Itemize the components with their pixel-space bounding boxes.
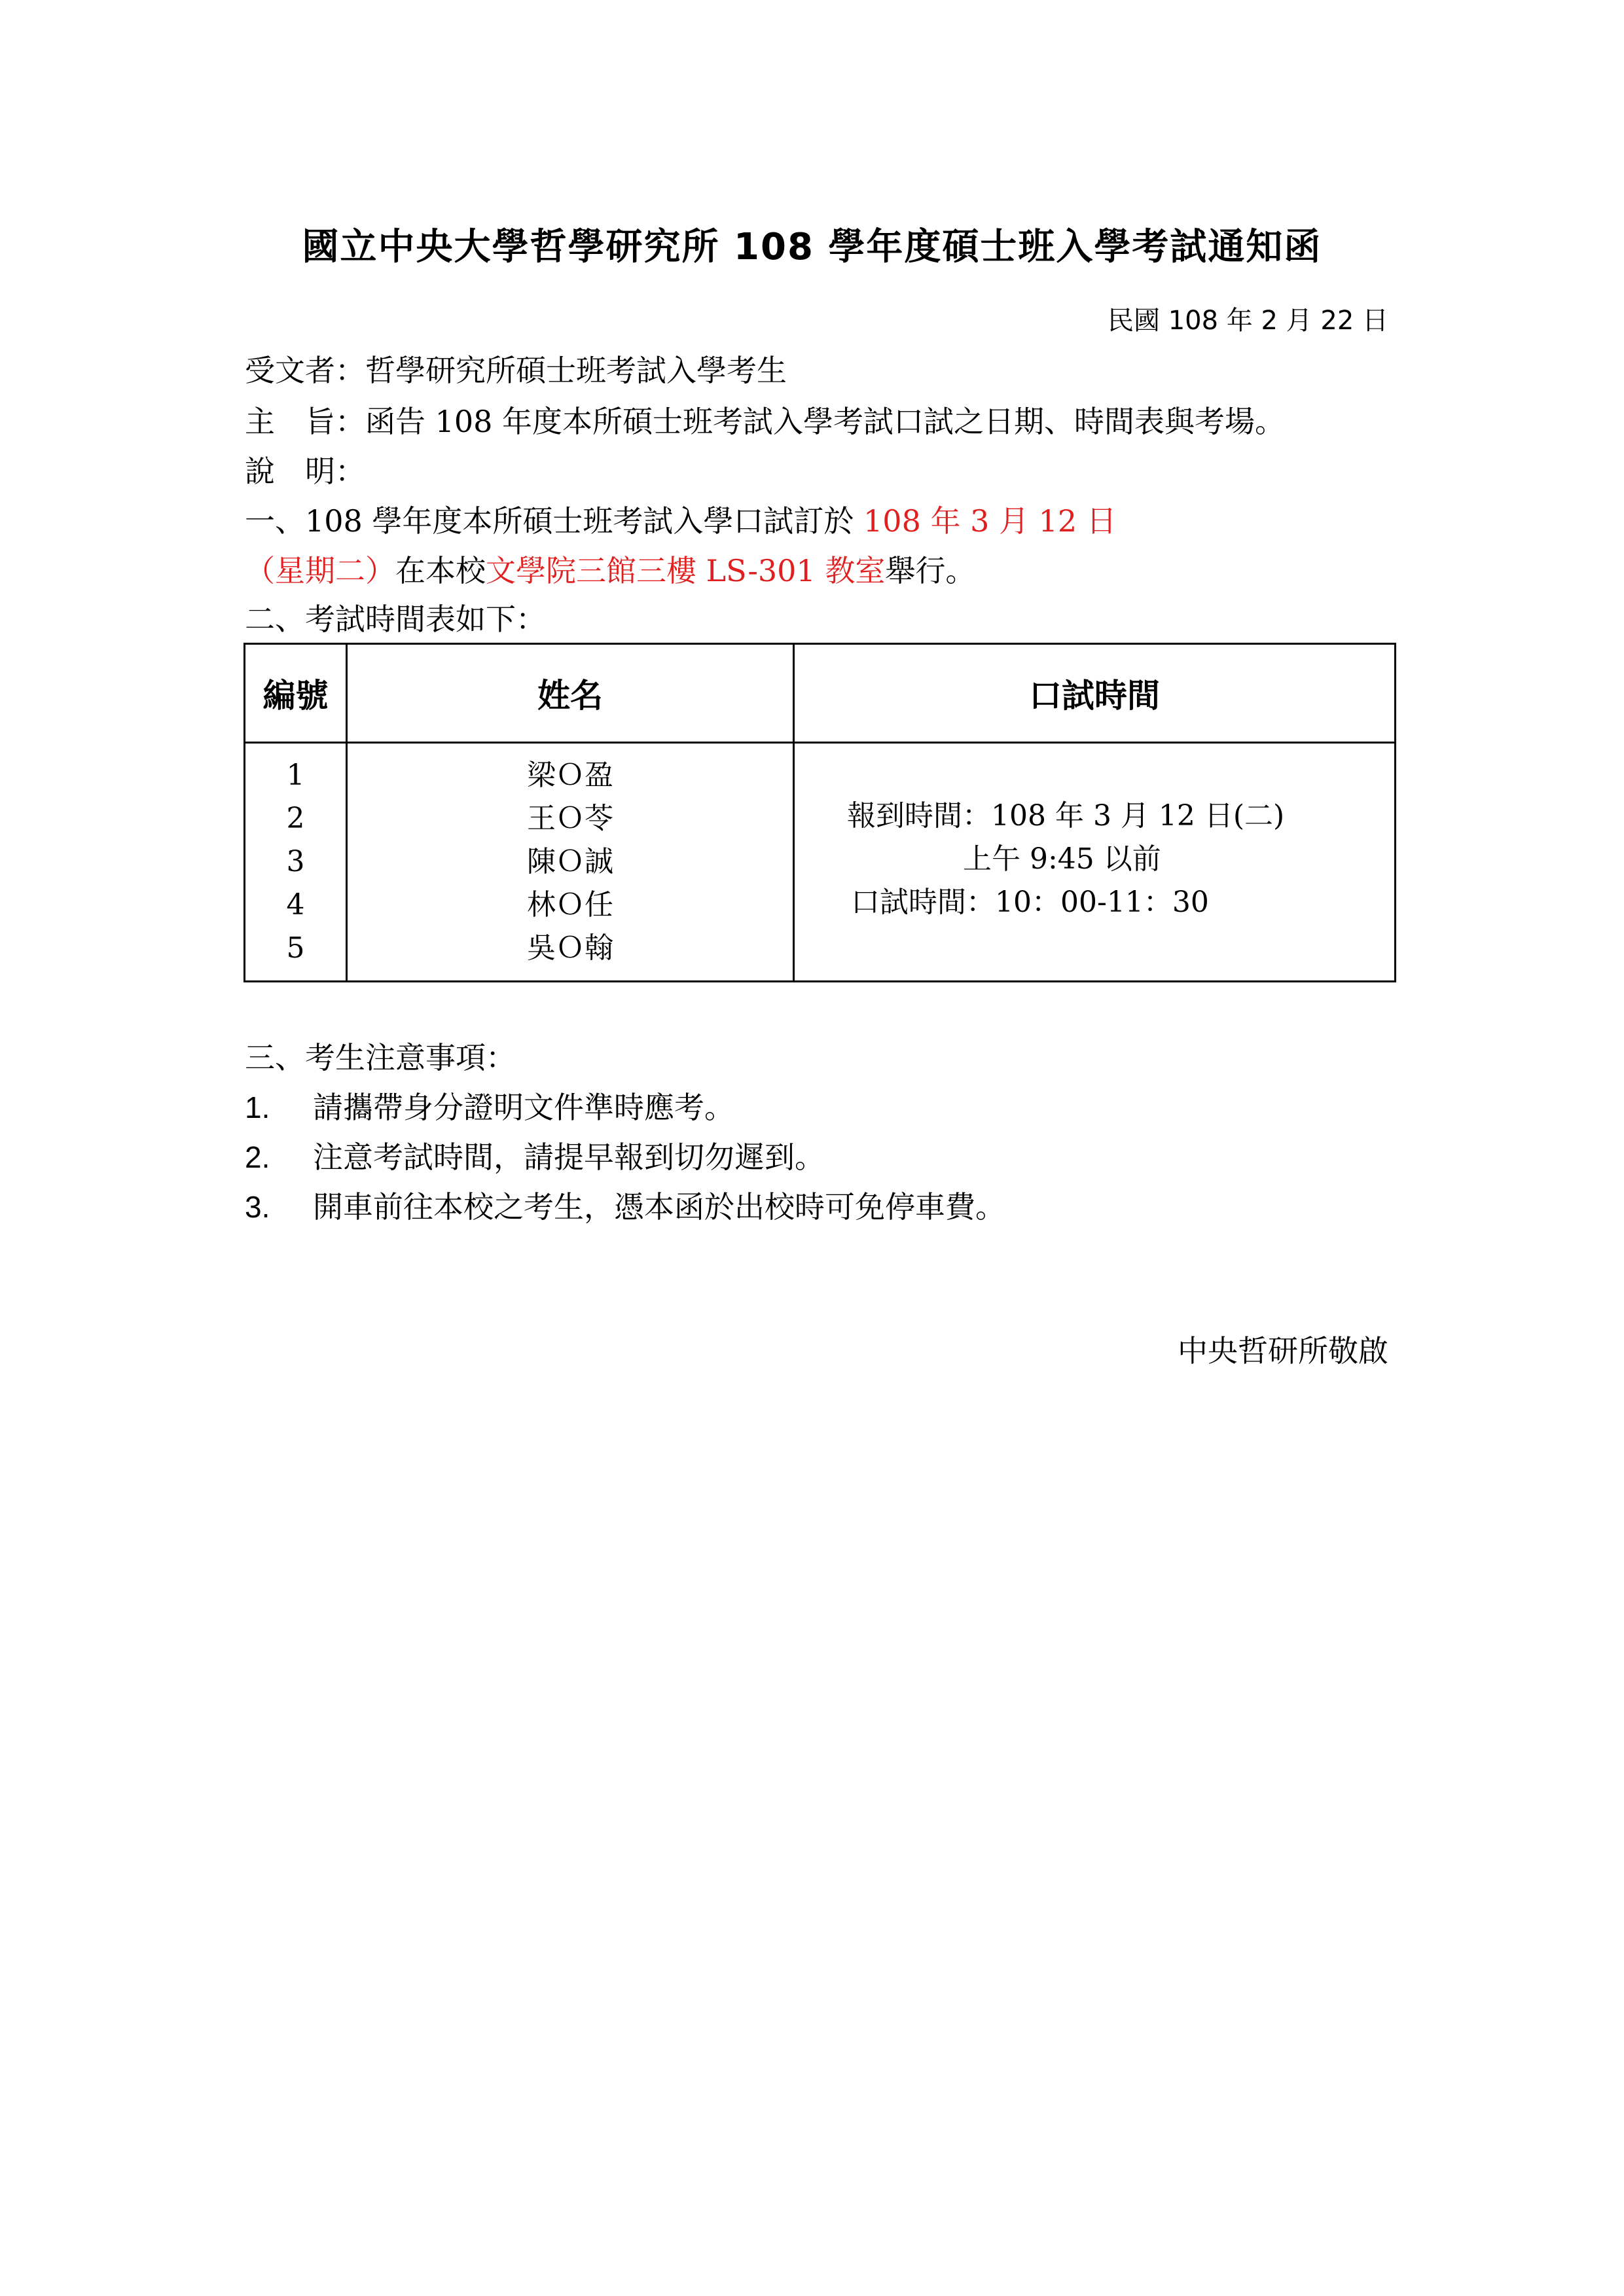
issue-date: 民國 108 年 2 月 22 日 xyxy=(1108,306,1388,336)
header-interview-time: 口試時間 xyxy=(794,644,1396,743)
item-1-line-1 xyxy=(245,500,1117,542)
time-cell xyxy=(794,743,1396,982)
candidate-name: 梁Ｏ盈 xyxy=(527,759,613,792)
table-row xyxy=(245,743,1396,982)
interview-schedule-table xyxy=(244,643,1396,982)
item-1-text: 一、108 學年度本所碩士班考試入學口試訂於 xyxy=(245,503,854,539)
item-1-venue-suffix: 舉行。 xyxy=(885,553,976,588)
interview-date: 108 年 3 月 12 日 xyxy=(854,503,1117,539)
explanation-label: 說 明： xyxy=(245,454,365,489)
subject-line: 主 旨：函告 108 年度本所碩士班考試入學考試口試之日期、時間表與考場。 xyxy=(245,404,1286,439)
recipient-line: 受文者：哲學研究所碩士班考試入學考生 xyxy=(245,353,787,388)
header-name: 姓名 xyxy=(347,644,794,743)
signature: 中央哲研所敬啟 xyxy=(1178,1333,1388,1369)
note-text: 開車前往本校之考生，憑本函於出校時可免停車費。 xyxy=(313,1189,1005,1225)
check-in-time: 報到時間：108 年 3 月 12 日(二) xyxy=(847,799,1285,833)
interview-weekday: （星期二） xyxy=(245,553,395,588)
candidate-number: 1 xyxy=(286,759,305,792)
note-text: 請攜帶身分證明文件準時應考。 xyxy=(313,1090,734,1125)
candidate-number: 4 xyxy=(286,888,305,922)
header-number: 編號 xyxy=(245,644,347,743)
candidate-name: 吳Ｏ翰 xyxy=(527,931,613,965)
note-number: 2. xyxy=(245,1140,270,1174)
name-cell xyxy=(347,743,794,982)
check-in-deadline: 上午 9:45 以前 xyxy=(963,842,1161,876)
interview-location: 文學院三館三樓 LS-301 教室 xyxy=(486,553,886,588)
candidate-name: 王Ｏ苓 xyxy=(527,802,613,835)
item-2-line: 二、考試時間表如下： xyxy=(245,601,546,637)
number-cell xyxy=(245,743,347,982)
note-number: 3. xyxy=(245,1190,270,1224)
note-number: 1. xyxy=(245,1090,270,1124)
item-1-venue-prefix: 在本校 xyxy=(395,553,486,588)
note-text: 注意考試時間，請提早報到切勿遲到。 xyxy=(313,1139,825,1175)
item-3-line: 三、考生注意事項： xyxy=(245,1040,516,1075)
table-header-row xyxy=(245,644,1396,743)
interview-time: 口試時間：10：00-11：30 xyxy=(851,886,1209,919)
item-1-line-2 xyxy=(245,550,975,592)
candidate-number: 5 xyxy=(286,931,305,965)
candidate-name: 林Ｏ任 xyxy=(527,888,613,922)
document-title: 國立中央大學哲學研究所 108 學年度碩士班入學考試通知函 xyxy=(302,226,1322,268)
candidate-number: 2 xyxy=(286,802,305,835)
candidate-number: 3 xyxy=(286,845,305,878)
candidate-name: 陳Ｏ誠 xyxy=(527,845,613,878)
